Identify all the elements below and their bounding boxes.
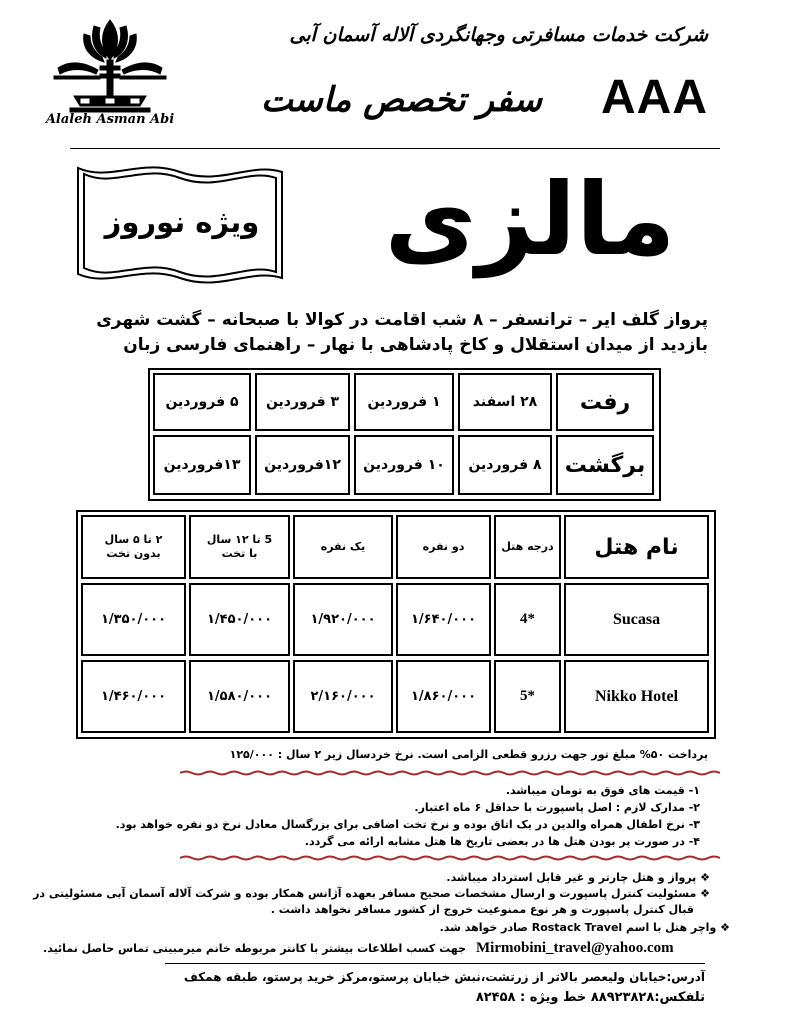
logo-caption: Alaleh Asman Abi (45, 112, 175, 127)
header-grade: درجه هتل (494, 515, 561, 579)
header-double: دو نفره (396, 515, 491, 579)
departure-date: ۵ فروردین (153, 373, 251, 431)
hotel-grade: 5* (494, 660, 561, 733)
departure-date: ۲۸ اسفند (458, 373, 552, 431)
note-item: ۴- در صورت پر بودن هتل ها در بعضی تاریخ ها هتل مشابه ارائه می گردد. (304, 835, 700, 848)
return-date: ۱۳فروردین (153, 435, 251, 495)
destination-title: مالزی (384, 161, 676, 278)
note-item: ۱- قیمت های فوق به تومان میباشد. (505, 784, 700, 797)
return-label: برگشت (556, 435, 654, 495)
price-double: ۱/۸۶۰/۰۰۰ (396, 660, 491, 733)
hotel-name: Sucasa (564, 583, 709, 656)
note-item: ۲- مدارک لازم : اصل پاسپورت با حداقل ۶ ماه اعتبار. (414, 801, 700, 814)
departure-date: ۳ فروردین (255, 373, 350, 431)
price-double: ۱/۶۴۰/۰۰۰ (396, 583, 491, 656)
address: آدرس:خیابان ولیعصر بالاتر از زرتشت،نبش خیابان پرستو،مرکز خرید پرستو، طبقه همکف (183, 970, 705, 984)
return-date: ۱۲فروردین (255, 435, 350, 495)
note-item: ۳- نرخ اطفال همراه والدین در یک اتاق بوده و نرخ تخت اضافی برای بزرگسال معادل نرخ دو نفره خواهد بود. (115, 818, 700, 831)
header-rule (70, 148, 720, 149)
dates-table (148, 368, 661, 501)
departure-label: رفت (556, 373, 654, 431)
tour-description: پرواز گلف ایر – ترانسفر – ۸ شب اقامت در کوالا با صبحانه – گشت شهری بازدید از میدان استقلال و کاخ پادشاهی با نهار – راهنمای فارسی زبان (96, 310, 708, 355)
nowruz-label: ویژه نوروز (104, 205, 260, 239)
footer-rule (165, 963, 705, 964)
bullet-note: ❖ پرواز و هتل چارتر و غیر قابل استرداد میباشد. (446, 871, 710, 884)
header-child-with-bed: 5 تا ۱۲ سال با تخت (189, 515, 290, 579)
price-child-with-bed: ۱/۴۵۰/۰۰۰ (189, 583, 290, 656)
bullet-note-continued: قبال کنترل پاسپورت و هر نوع ممنوعیت خروج از کشور مسافر نخواهد داشت . (270, 903, 694, 916)
bullet-note: ❖ واچر هتل با اسم Rostack Travel صادر خواهد شد. (439, 921, 730, 934)
payment-note: پرداخت ۵۰% مبلغ تور جهت رزرو قطعی الزامی است. نرخ خردسال زیر ۲ سال : ۱۲۵/۰۰۰ (229, 748, 708, 761)
diamond-bullet-icon: ❖ (696, 871, 710, 884)
ornamental-divider-icon (180, 855, 720, 861)
company-name: شرکت خدمات مسافرتی وجهانگردی آلاله آسمان آبی (289, 24, 708, 46)
contact-email: Mirmobini_travel@yahoo.com (476, 940, 674, 956)
price-single: ۲/۱۶۰/۰۰۰ (293, 660, 393, 733)
brand-name: AAA (601, 71, 708, 124)
price-single: ۱/۹۲۰/۰۰۰ (293, 583, 393, 656)
price-child-with-bed: ۱/۵۸۰/۰۰۰ (189, 660, 290, 733)
diamond-bullet-icon: ❖ (696, 887, 710, 900)
diamond-bullet-icon: ❖ (716, 921, 730, 934)
hotel-grade: 4* (494, 583, 561, 656)
bullet-note: ❖ مسئولیت کنترل پاسپورت و ارسال مشخصات صحیح مسافر بعهده آژانس همکار بوده و شرکت آلاله آسمان آبی مسئولیتی در (33, 887, 710, 900)
hotel-name: Nikko Hotel (564, 660, 709, 733)
price-child-no-bed: ۱/۴۶۰/۰۰۰ (81, 660, 186, 733)
phone-numbers: تلفکس:۸۸۹۲۳۸۲۸ خط ویژه : ۸۲۴۵۸ (475, 990, 705, 1005)
return-date: ۸ فروردین (458, 435, 552, 495)
header-child-no-bed: ۲ تا ۵ سال بدون تخت (81, 515, 186, 579)
header-hotel: نام هتل (564, 515, 709, 579)
contact-note: جهت کسب اطلاعات بیشتر با کانتر مربوطه خانم میرمبینی تماس حاصل نمائید. (43, 942, 466, 955)
header-single: یک نفره (293, 515, 393, 579)
return-date: ۱۰ فروردین (354, 435, 454, 495)
price-table (76, 510, 716, 739)
departure-date: ۱ فروردین (354, 373, 454, 431)
tagline: سفر تخصص ماست (260, 80, 542, 120)
ornamental-divider-icon (180, 770, 720, 776)
price-child-no-bed: ۱/۳۵۰/۰۰۰ (81, 583, 186, 656)
